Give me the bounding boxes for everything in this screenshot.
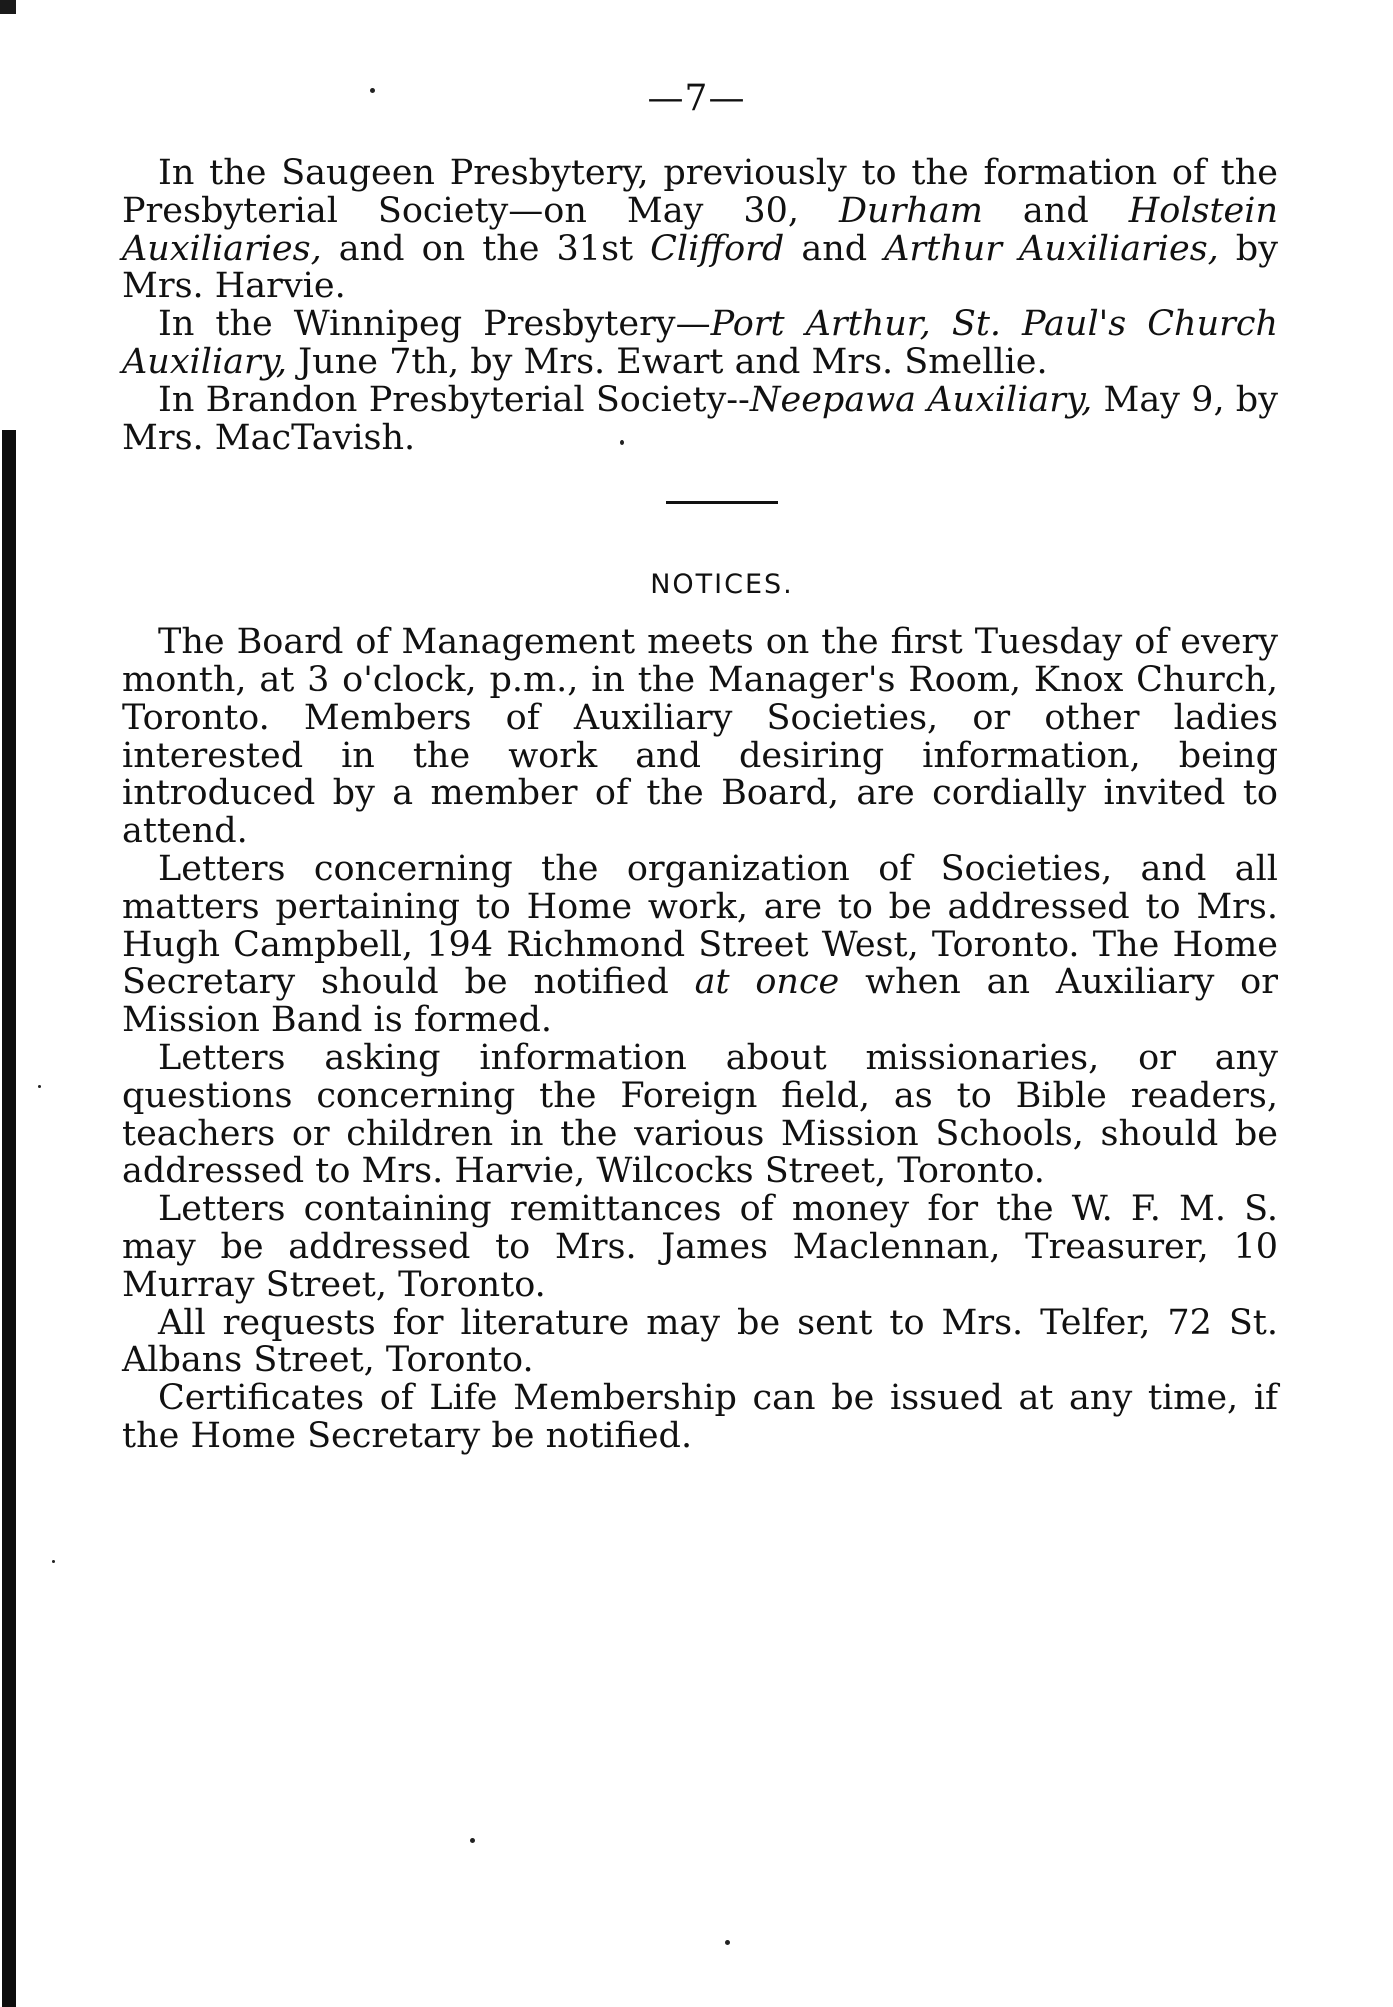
notice-paragraph	[122, 848, 1278, 1041]
text-segment: In the Saugeen Presbytery, previously to the formation of the Presbyterial Society—on May 30,	[122, 153, 1278, 231]
scan-speck	[52, 1560, 55, 1563]
text-segment: and on the 31st	[321, 228, 651, 269]
meetings-section	[122, 155, 1278, 457]
italic-text: Port Arthur, St. Paul's Church Auxiliary,	[122, 304, 1278, 382]
text-segment: In the Winnipeg Presbytery—	[158, 304, 711, 345]
notices-heading: NOTICES.	[650, 569, 794, 601]
text-segment: Certificates of Life Membership can be issued at any time, if the Home Secretary be notified.	[122, 1378, 1278, 1456]
italic-text: Neepawa Auxiliary,	[749, 379, 1093, 420]
text-segment: Letters asking information about missionaries, or any questions concerning the Foreign field, as to Bible readers, teachers or children in the various Mission Schools, should be addressed to Mrs. Harvie, Wilcocks Street, Toronto.	[122, 1037, 1278, 1192]
text-segment: Letters containing remittances of money for the W. F. M. S. may be addressed to Mrs. James Maclennan, Treasurer, 10 Murray Street, Toronto.	[122, 1189, 1278, 1305]
binding-edge	[2, 430, 16, 2007]
notice-paragraph	[122, 1302, 1278, 1381]
text-segment: when an Auxiliary or Mission Band is formed.	[122, 962, 1278, 1041]
notices-section	[122, 624, 1278, 1456]
meeting-paragraph	[122, 379, 1278, 458]
text-segment: June 7th, by Mrs. Ewart and Mrs. Smellie.	[287, 341, 1048, 382]
text-segment: Letters concerning the organization of Societies, and all matters pertaining to Home work, are to be addressed to Mrs. Hugh Campbell, 194 Richmond Street West, Toronto. The Home Secretary should be notified	[122, 848, 1278, 1003]
scan-speck	[470, 1838, 475, 1843]
text-segment: All requests for literature may be sent to Mrs. Telfer, 72 St. Albans Street, Toronto.	[122, 1302, 1278, 1381]
italic-text: Arthur Auxiliaries,	[884, 228, 1219, 269]
text-segment: by Mrs. Harvie.	[122, 228, 1278, 307]
italic-text: Durham	[839, 190, 983, 231]
text-segment: In Brandon Presbyterial Society--	[158, 379, 750, 420]
text-column	[122, 155, 1278, 1456]
notice-paragraph	[122, 624, 1278, 851]
scan-speck	[725, 1940, 730, 1945]
notice-paragraph	[122, 1380, 1278, 1456]
scan-speck	[38, 1085, 41, 1088]
meeting-paragraph	[122, 155, 1278, 306]
notice-paragraph	[122, 1191, 1278, 1304]
italic-text: Holstein Auxiliaries,	[122, 190, 1278, 269]
italic-text: Clifford	[650, 228, 785, 269]
meeting-paragraph	[122, 306, 1278, 382]
text-segment: The Board of Management meets on the first Tuesday of every month, at 3 o'clock, p.m., in the Manager's Room, Knox Church, Toronto. Members of Auxiliary Societies, or other ladies interested in the work and desiring information, being introduced by a member of the Board, are cordially invited to attend.	[122, 622, 1278, 852]
text-segment: and	[784, 228, 885, 269]
notice-paragraph	[122, 1037, 1278, 1192]
text-segment: and	[982, 190, 1129, 231]
page-number: —7—	[647, 78, 746, 119]
italic-text: at once	[694, 962, 840, 1003]
section-divider	[666, 501, 778, 504]
text-segment: May 9, by Mrs. MacTavish.	[122, 379, 1278, 458]
scan-edge-mark	[0, 0, 16, 14]
